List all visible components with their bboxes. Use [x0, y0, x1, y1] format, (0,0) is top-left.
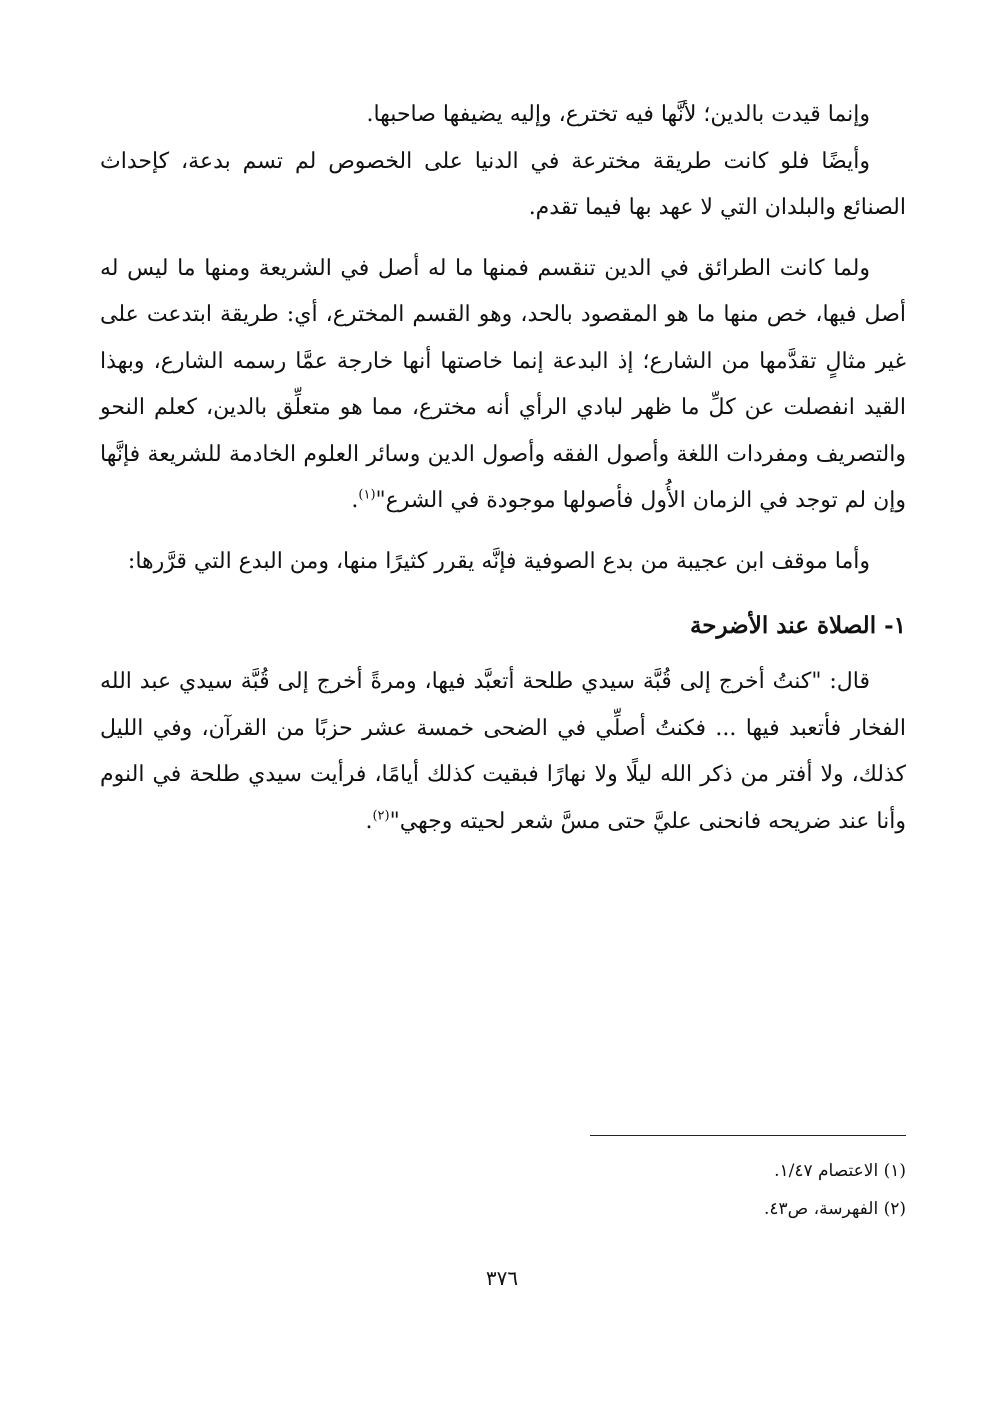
footnote-ref-2[interactable]: (٢)	[372, 808, 390, 824]
paragraph-1	[100, 92, 906, 139]
paragraph-5-text: قال: "كنتُ أخرج إلى قُبَّة سيدي طلحة أتعبَّد فيها، ومرةً أخرج إلى قُبَّة سيدي عبد الله الفخار فأتعبد فيها ... فكنتُ أصلِّي في الضحى خمسة عشر حزبًا من القرآن، وفي الليل كذلك، ولا أفتر من ذكر الله ليلًا ولا نهارًا فبقيت كذلك أيامًا، فرأيت سيدي طلحة في النوم وأنا عند ضريحه فانحنى عليَّ حتى مسَّ شعر لحيته وجهي"	[100, 669, 906, 834]
footnotes	[100, 1152, 906, 1228]
footnote-1: (١) الاعتصام ١/٤٧.	[774, 1161, 906, 1181]
paragraph-5-end: .	[365, 808, 373, 834]
paragraph-3	[100, 246, 906, 525]
page-body	[100, 92, 906, 845]
footnote-2: (٢) الفهرسة، ص٤٣.	[763, 1199, 906, 1219]
paragraph-2	[100, 139, 906, 232]
paragraph-3-text: ولما كانت الطرائق في الدين تنقسم فمنها ما له أصل في الشريعة ومنها ما ليس له أصل فيها، خص منها ما هو المقصود بالحد، وهو القسم المخترع، أي: طريقة ابتدعت على غير مثالٍ تقدَّمها من الشارع؛ إذ البدعة إنما خاصتها أنها خارجة عمَّا رسمه الشارع، وبهذا القيد انفصلت عن كلِّ ما ظهر لبادي الرأي أنه مخترع، مما هو متعلِّق بالدين، كعلم النحو والتصريف ومفردات اللغة وأصول الفقه وأصول الدين وسائر العلوم الخادمة للشريعة فإنَّها وإن لم توجد في الزمان الأُول فأصولها موجودة في الشرع"	[100, 255, 906, 513]
paragraph-3-end: .	[351, 488, 359, 513]
footnote-divider	[590, 1135, 906, 1136]
paragraph-4	[100, 539, 906, 586]
section-heading: ١- الصلاة عند الأضرحة	[689, 612, 906, 639]
footnote-ref-1[interactable]: (١)	[358, 487, 376, 503]
paragraph-5	[100, 659, 906, 845]
page-number: ٣٧٦	[485, 1266, 519, 1290]
paragraph-1-text: وإنما قيدت بالدين؛ لأنَّها فيه تخترع، وإليه يضيفها صاحبها.	[366, 102, 870, 127]
paragraph-2-text: وأيضًا فلو كانت طريقة مخترعة في الدنيا على الخصوص لم تسم بدعة، كإحداث الصنائع والبلدان التي لا عهد بها فيما تقدم.	[100, 148, 906, 220]
paragraph-4-text: وأما موقف ابن عجيبة من بدع الصوفية فإنَّه يقرر كثيرًا منها، ومن البدع التي قرَّرها:	[127, 548, 870, 574]
